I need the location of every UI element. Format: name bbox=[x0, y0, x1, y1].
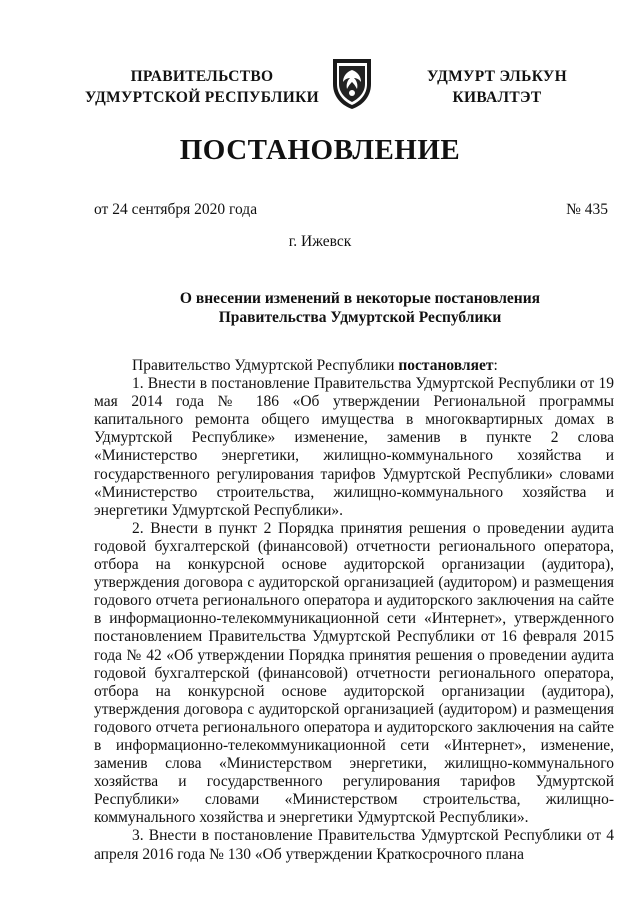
paragraph-3: 3. Внести в постановление Правительства Удмуртской Республики от 4 апреля 2016 года № 130 «Об утверждении Краткосрочного плана bbox=[94, 827, 614, 863]
document-title: ПОСТАНОВЛЕНИЕ bbox=[179, 134, 461, 166]
government-name-udmurt-line-2: КИВАЛТЭТ bbox=[452, 89, 542, 106]
government-name bbox=[84, 66, 320, 108]
document-date: от 24 сентября 2020 года bbox=[94, 201, 258, 218]
document-body bbox=[94, 357, 614, 864]
document-city: г. Ижевск bbox=[288, 233, 352, 250]
government-name-line-1: ПРАВИТЕЛЬСТВО bbox=[130, 68, 274, 85]
government-name-line-2: УДМУРТСКОЙ РЕСПУБЛИКИ bbox=[84, 89, 319, 106]
intro-text: Правительство Удмуртской Республики bbox=[132, 357, 399, 374]
government-name-udmurt bbox=[408, 66, 586, 108]
paragraph-1: 1. Внести в постановление Правительства Удмуртской Республики от 19 мая 2014 года № 186 «Об утверждении Региональной программы капитального ремонта общего имущества в многоквартирных домах в Удмуртской Республике» изменение, заменив в пункте 2 слова «Министерство энергетики, жилищно-коммунального хозяйства и государственного регулирования тарифов Удмуртской Республики» словами «Министерство строительства, жилищно-коммунального хозяйства и энергетики Удмуртской Республики». bbox=[94, 375, 614, 519]
intro-colon: : bbox=[493, 357, 498, 374]
document-subject bbox=[120, 289, 600, 327]
document-subject-line-2: Правительства Удмуртской Республики bbox=[218, 309, 502, 326]
document-subject-line-1: О внесении изменений в некоторые постановления bbox=[179, 290, 541, 307]
paragraph-2: 2. Внести в пункт 2 Порядка принятия решения о проведении аудита годовой бухгалтерской (финансовой) отчетности регионального оператора, отбора на конкурсной основе аудиторской организации (аудитора), утверждения договора с аудиторской организацией (аудитором) и размещения годового отчета регионального оператора и аудиторского заключения на сайте в информационно-телекоммуникационной сети «Интернет», утвержденного постановлением Правительства Удмуртской Республики от 16 февраля 2015 года № 42 «Об утверждении Порядка принятия решения о проведении аудита годовой бухгалтерской (финансовой) отчетности регионального оператора, отбора на конкурсной основе аудиторской организации (аудитора), утверждения договора с аудиторской организацией (аудитором) и размещения годового отчета регионального оператора и аудиторского заключения на сайте в информационно-телекоммуникационной сети «Интернет», изменение, заменив слова «Министерством энергетики, жилищно-коммунального хозяйства и государственного регулирования тарифов Удмуртской Республики» словами «Министерством строительства, жилищно-коммунального хозяйства и энергетики Удмуртской Республики». bbox=[94, 519, 614, 827]
document-number: № 435 bbox=[566, 201, 608, 218]
intro-keyword: постановляет bbox=[398, 357, 494, 374]
coat-of-arms-emblem-icon bbox=[329, 56, 375, 110]
government-name-udmurt-line-1: УДМУРТ ЭЛЬКУН bbox=[427, 68, 567, 85]
intro-paragraph bbox=[94, 357, 614, 375]
